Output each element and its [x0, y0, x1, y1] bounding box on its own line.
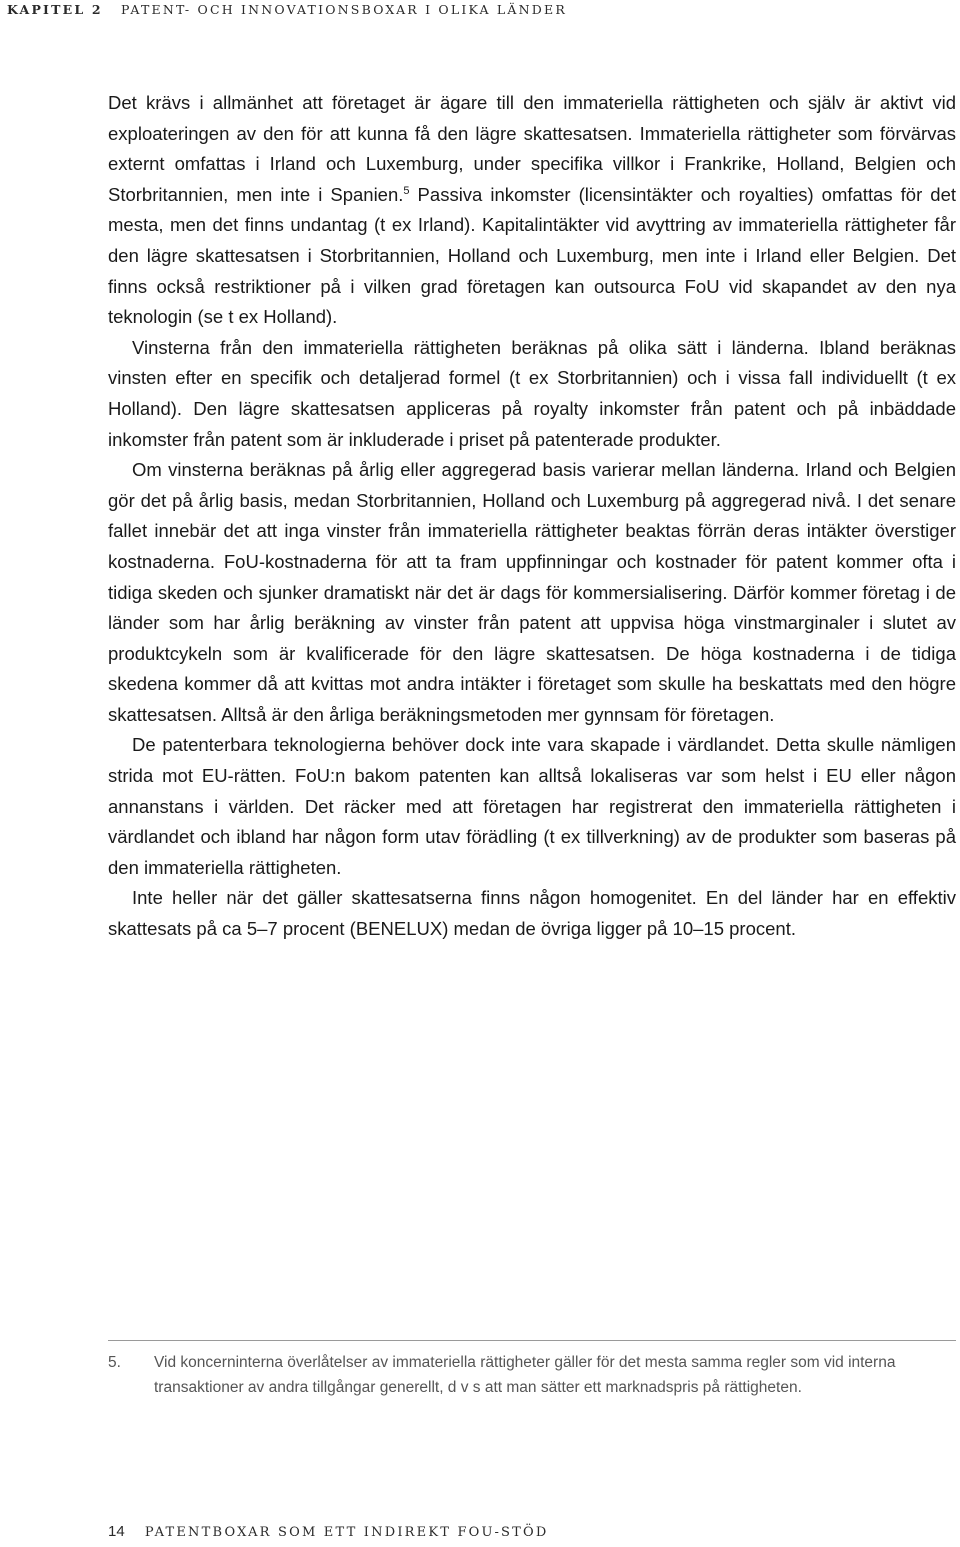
- footnote: [108, 1350, 928, 1400]
- paragraph-1-text-a: Det krävs i allmänhet att företaget är ägare till den immateriella rättigheten och själv är aktivt vid exploateringen av den för att kunna få den lägre skattesatsen. Immateriella rättigheter som förvärvas externt omfattas i Irland och Luxemburg, under specifika villkor i Frankrike, Holland, Belgien och Storbritannien, men inte i Spanien.: [108, 92, 956, 205]
- footnote-reference: 5: [403, 184, 410, 197]
- footnote-number: 5.: [108, 1354, 121, 1371]
- paragraph-1: [108, 88, 956, 333]
- paragraph-5: Inte heller när det gäller skattesatserna finns någon homogenitet. En del länder har en effektiv skattesats på ca 5–7 procent (BENELUX) medan de övriga ligger på 10–15 procent.: [108, 887, 956, 940]
- running-footer: [108, 1523, 549, 1540]
- paragraph-2: Vinsterna från den immateriella rättigheten beräknas på olika sätt i länderna. Ibland beräknas vinsten efter en specifik och detaljerad formel (t ex Storbritannien) och i vissa fall individuellt (t ex Holland). Den lägre skattesatsen appliceras på royalty inkomster från patent och på inbäddade inkomster från patent som är inkluderade i priset på patenterade produkter.: [108, 336, 956, 450]
- footnote-text: Vid koncerninterna överlåtelser av immateriella rättigheter gäller för det mesta samma regler som vid interna transaktioner av andra tillgångar generellt, d v s att man sätter ett marknadspris på rättigheten.: [154, 1354, 896, 1396]
- page-number: 14: [108, 1523, 125, 1540]
- paragraph-1-text-b: Passiva inkomster (licensintäkter och royalties) omfattas för det mesta, men det finns undantag (t ex Irland). Kapitalintäkter vid avyttring av immateriella rättigheter får den lägre skattesatsen i Storbritannien, Holland och Luxemburg, men inte i Irland eller Belgien. Det finns också restriktioner på i vilken grad företagen kan outsourca FoU vid skapandet av den nya teknologin (se t ex Holland).: [108, 183, 956, 328]
- paragraph-3: Om vinsterna beräknas på årlig eller aggregerad basis varierar mellan länderna. Irland och Belgien gör det på årlig basis, medan Storbritannien, Holland och Luxemburg på aggregerad nivå. I det senare fallet innebär det att inga vinster från immateriella rättigheter beaktas förrän deras intäkter överstiger kostnaderna. FoU-kostnaderna för att ta fram uppfinningar och kostnader för patent kommer ofta i tidiga skeden och sjunker dramatiskt när det är dags för kommersialisering. Därför kommer företag i de länder som har årlig beräkning av vinster från patent att uppvisa höga vinstmarginaler i slutet av produktcykeln som är kvalificerade för den lägre skattesatsen. De höga kostnaderna i de tidiga skedena kommer då att kvittas mot andra intäkter i företaget som skulle ha beskattats med den högre skattesatsen. Alltså är den årliga beräkningsmetoden mer gynnsam för företagen.: [108, 459, 956, 725]
- footnote-divider: [108, 1340, 956, 1341]
- body-text: [108, 88, 956, 945]
- chapter-label: KAPITEL 2: [7, 2, 103, 17]
- publication-title: PATENTBOXAR SOM ETT INDIREKT FOU-STÖD: [144, 1525, 549, 1540]
- paragraph-4: De patenterbara teknologierna behöver dock inte vara skapade i värdlandet. Detta skulle nämligen strida mot EU-rätten. FoU:n bakom patenten kan alltså lokaliseras var som helst i EU eller någon annanstans i världen. Det räcker med att företagen har registrerat den immateriella rättigheten i värdlandet och ibland har någon form utav förädling (t ex tillverkning) av de produkter som baseras på den immateriella rättigheten.: [108, 734, 956, 878]
- chapter-title: PATENT- OCH INNOVATIONSBOXAR I OLIKA LÄNDER: [120, 2, 567, 17]
- running-header: [7, 2, 567, 17]
